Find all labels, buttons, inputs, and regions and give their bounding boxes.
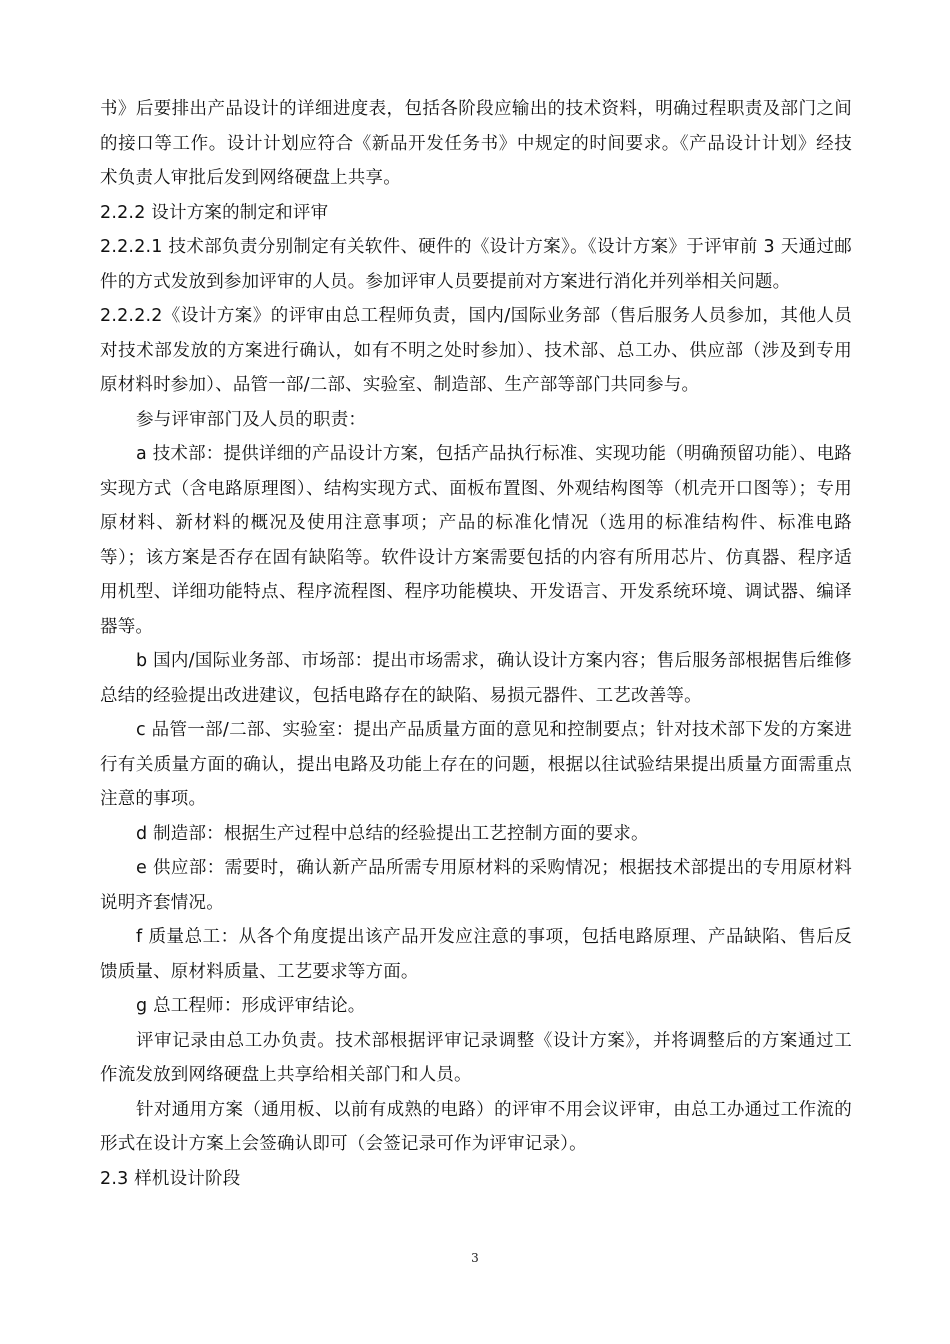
paragraph-plan-continuation: 书》后要排出产品设计的详细进度表，包括各阶段应输出的技术资料，明确过程职责及部门之间的接口等工作。设计计划应符合《新品开发任务书》中规定的时间要求。《产品设计计划》经技术负责人审批后发到网络硬盘上共享。: [100, 99, 852, 188]
paragraph-general-scheme: 针对通用方案（通用板、以前有成熟的电路）的评审不用会议评审，由总工办通过工作流的形式在设计方案上会签确认即可（会签记录可作为评审记录）。: [100, 1099, 852, 1154]
duty-item-d: d 制造部：根据生产过程中总结的经验提出工艺控制方面的要求。: [136, 823, 649, 844]
paragraph-2-2-2-2: 2.2.2.2《设计方案》的评审由总工程师负责，国内/国际业务部（售后服务人员参加，其他人员对技术部发放的方案进行确认，如有不明之处时参加）、技术部、总工办、供应部（涉及到专用原材料时参加）、品管一部/二部、实验室、制造部、生产部等部门共同参与。: [100, 306, 852, 395]
body-text: [100, 92, 852, 1196]
duty-item-e: e 供应部：需要时，确认新产品所需专用原材料的采购情况；根据技术部提出的专用原材料说明齐套情况。: [100, 858, 852, 913]
section-heading-2-2-2: 2.2.2 设计方案的制定和评审: [100, 202, 329, 223]
paragraph-2-2-2-1: 2.2.2.1 技术部负责分别制定有关软件、硬件的《设计方案》。《设计方案》于评审前 3 天通过邮件的方式发放到参加评审的人员。参加评审人员要提前对方案进行消化并列举相关问题。: [100, 237, 852, 292]
duty-item-c: c 品管一部/二部、实验室：提出产品质量方面的意见和控制要点；针对技术部下发的方案进行有关质量方面的确认，提出电路及功能上存在的问题，根据以往试验结果提出质量方面需重点注意的事项。: [100, 720, 852, 809]
duties-intro: 参与评审部门及人员的职责：: [136, 409, 367, 430]
duty-item-g: g 总工程师：形成评审结论。: [136, 996, 366, 1016]
duty-item-f: f 质量总工：从各个角度提出该产品开发应注意的事项，包括电路原理、产品缺陷、售后反馈质量、原材料质量、工艺要求等方面。: [100, 927, 852, 982]
page-number: 3: [471, 1251, 479, 1265]
section-heading-2-3: 2.3 样机设计阶段: [100, 1168, 241, 1189]
paragraph-review-record: 评审记录由总工办负责。技术部根据评审记录调整《设计方案》，并将调整后的方案通过工作流发放到网络硬盘上共享给相关部门和人员。: [100, 1030, 852, 1085]
duty-item-b: b 国内/国际业务部、市场部：提出市场需求，确认设计方案内容；售后服务部根据售后维修总结的经验提出改进建议，包括电路存在的缺陷、易损元器件、工艺改善等。: [100, 651, 852, 706]
duty-item-a: a 技术部：提供详细的产品设计方案，包括产品执行标准、实现功能（明确预留功能）、电路实现方式（含电路原理图）、结构实现方式、面板布置图、外观结构图等（机壳开口图等）；专用原材料、新材料的概况及使用注意事项；产品的标准化情况（选用的标准结构件、标准电路等）；该方案是否存在固有缺陷等。软件设计方案需要包括的内容有所用芯片、仿真器、程序适用机型、详细功能特点、程序流程图、程序功能模块、开发语言、开发系统环境、调试器、编译器等。: [100, 444, 852, 637]
